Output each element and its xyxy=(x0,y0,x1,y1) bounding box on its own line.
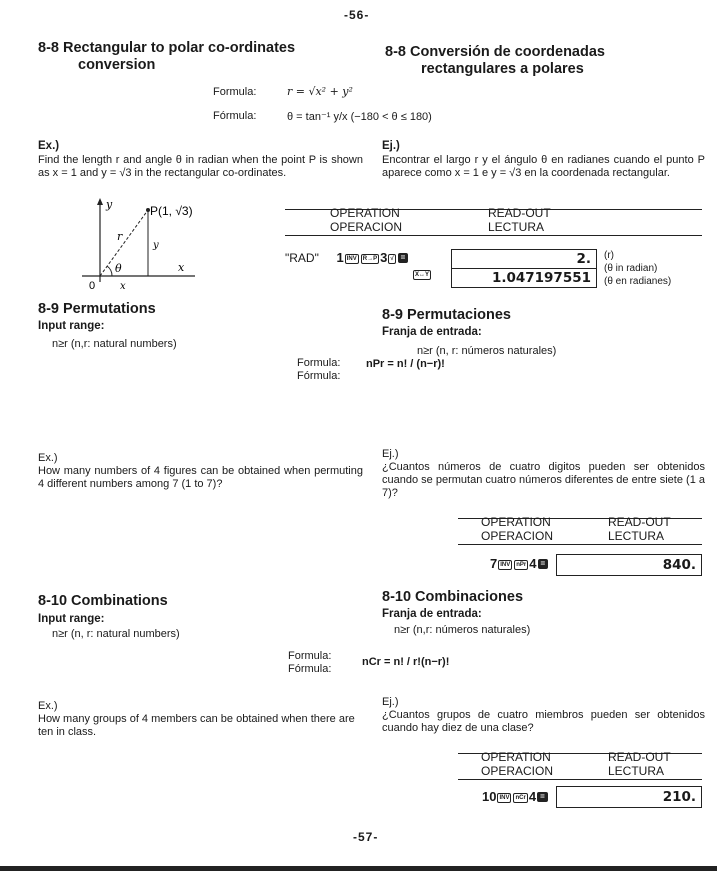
note-r: (r) xyxy=(604,250,614,261)
swap-xy-key-icon: X↔Y xyxy=(415,272,430,278)
section-title-es-8-10: 8-10 Combinaciones xyxy=(382,589,524,605)
y-axis-arrow xyxy=(97,198,103,205)
op-header-en: OPERATION xyxy=(330,206,400,220)
section-title-es-8-8 xyxy=(385,44,605,78)
formula-label-en: Formula: xyxy=(297,357,341,369)
origin-label: 0 xyxy=(89,280,96,292)
readout-header-en: READ-OUT xyxy=(608,750,671,764)
table-header-rule xyxy=(285,235,702,236)
note-theta-es: (θ en radianes) xyxy=(604,276,672,287)
example-text-es: ¿Cuantos números de cuatro digitos pueden ser obtenidos cuando se permutan cuatro números diferentes de entre siete (1 a 7)? xyxy=(382,461,705,499)
formula-r: r = √x² + y² xyxy=(287,85,353,98)
inv-key-icon: INV xyxy=(346,256,357,262)
input-range-es: n≥r (n,r: números naturales) xyxy=(394,624,531,636)
key-digit: 4 xyxy=(529,556,537,571)
key-digit: 4 xyxy=(528,789,537,804)
key-digit: 3 xyxy=(380,250,388,265)
formula-label-en: Formula: xyxy=(213,86,257,98)
example-text-en: How many numbers of 4 figures can be obtained when permuting 4 different numbers among 7 (1 to 7)? xyxy=(38,465,363,490)
angle-arc xyxy=(107,266,112,276)
x-axis-label: x xyxy=(178,261,185,274)
x-segment-label: x xyxy=(120,281,126,292)
readout-header-es: LECTURA xyxy=(608,764,665,778)
key-digit: 7 xyxy=(490,556,498,571)
y-axis-label: y xyxy=(106,198,113,211)
op-header-es: OPERACION xyxy=(481,529,554,543)
input-range-label-en: Input range: xyxy=(38,320,105,332)
inv-key-icon: INV xyxy=(499,795,510,801)
input-range-label-en: Input range: xyxy=(38,613,105,625)
section-title-es-8-9: 8-9 Permutaciones xyxy=(382,307,511,323)
readout-header-es: LECTURA xyxy=(488,220,545,234)
rect-to-polar-key-icon: R→P xyxy=(362,256,378,262)
readout-header-en: READ-OUT xyxy=(488,206,551,220)
ncr-key-icon: nCr xyxy=(515,795,526,801)
coordinate-diagram xyxy=(80,198,210,293)
inv-key-icon: INV xyxy=(500,562,511,568)
op-header-es: OPERACION xyxy=(330,220,403,234)
input-range-label-es: Franja de entrada: xyxy=(382,326,482,338)
key-sequence-2 xyxy=(412,266,432,281)
readout-header-en: READ-OUT xyxy=(608,515,671,529)
input-range-en: n≥r (n, r: natural numbers) xyxy=(52,628,180,640)
example-label-en: Ex.) xyxy=(38,700,58,712)
equals-key-icon: = xyxy=(537,792,548,802)
op-header-es: OPERACION xyxy=(481,764,554,778)
readout-display: 210. xyxy=(556,786,702,808)
formula-label-es: Fórmula: xyxy=(213,110,257,122)
key-digit: 1 xyxy=(336,250,344,265)
section-title-en-8-9: 8-9 Permutations xyxy=(38,301,156,317)
section-title-en-8-8 xyxy=(38,40,295,74)
npr-key-icon: nPr xyxy=(516,562,527,568)
combination-formula: nCr = n! / r!(n−r)! xyxy=(362,656,450,668)
example-text-es: ¿Cuantos grupos de cuatro miembros pueden ser obtenidos cuando hay diez de una clase? xyxy=(382,709,705,734)
input-range-label-es: Franja de entrada: xyxy=(382,608,482,620)
readout-header-es: LECTURA xyxy=(608,529,665,543)
r-label: r xyxy=(117,230,123,243)
example-text-en: How many groups of 4 members can be obtained when there are ten in class. xyxy=(38,713,355,738)
readout-display: 840. xyxy=(556,554,702,576)
title-line-1: 8-8 Conversión de coordenadas xyxy=(385,44,605,60)
key-sequence-1 xyxy=(285,250,409,265)
title-line-1: 8-8 Rectangular to polar co-ordinates xyxy=(38,40,296,56)
example-label-es: Ej.) xyxy=(382,448,399,460)
op-header-en: OPERATION xyxy=(481,515,551,529)
theta-label: θ xyxy=(115,262,122,275)
key-sequence xyxy=(482,789,549,804)
title-line-2: rectangulares a polares xyxy=(421,61,584,77)
formula-label-es: Fórmula: xyxy=(288,663,332,675)
formula-label-es: Fórmula: xyxy=(297,370,341,382)
equals-key-icon: = xyxy=(398,253,409,263)
page-bottom-border xyxy=(0,866,717,871)
example-text-es: Encontrar el largo r y el ángulo θ en radianes cuando el punto P aparece como x = 1 e y = √3 en la coordenada rectangular. xyxy=(382,154,705,179)
example-label-en: Ex.) xyxy=(38,140,60,152)
formula-theta: θ = tan⁻¹ y/x (−180 < θ ≤ 180) xyxy=(287,111,432,123)
permutation-formula: nPr = n! / (n−r)! xyxy=(366,358,445,370)
readout-display-1: 2. xyxy=(451,249,597,269)
formula-label-en: Formula: xyxy=(288,650,332,662)
equals-key-icon: = xyxy=(538,559,549,569)
table-header-rule xyxy=(458,779,702,780)
section-title-en-8-10: 8-10 Combinations xyxy=(38,593,168,609)
point-label: P(1, √3) xyxy=(150,204,193,218)
example-label-en: Ex.) xyxy=(38,452,58,464)
example-label-es: Ej.) xyxy=(382,696,399,708)
example-text-en: Find the length r and angle θ in radian when the point P is shown as x = 1 and y = √3 in the rectangular co-ordinates. xyxy=(38,154,363,179)
input-range-es: n≥r (n, r: números naturales) xyxy=(417,345,557,357)
readout-display-2: 1.047197551 xyxy=(451,268,597,288)
example-label-es: Ej.) xyxy=(382,140,400,152)
key-sequence xyxy=(490,556,549,571)
y-segment-label: y xyxy=(153,240,159,251)
mode-label: "RAD" xyxy=(285,251,319,265)
table-header-rule xyxy=(458,544,702,545)
page-number-top: -56- xyxy=(344,8,370,22)
note-theta-en: (θ in radian) xyxy=(604,263,658,274)
sqrt-key-icon: √ xyxy=(390,256,394,262)
input-range-en: n≥r (n,r: natural numbers) xyxy=(52,338,177,350)
op-header-en: OPERATION xyxy=(481,750,551,764)
key-digit: 10 xyxy=(482,789,497,804)
page-number-bottom: -57- xyxy=(353,830,379,844)
title-line-2: conversion xyxy=(78,57,156,73)
